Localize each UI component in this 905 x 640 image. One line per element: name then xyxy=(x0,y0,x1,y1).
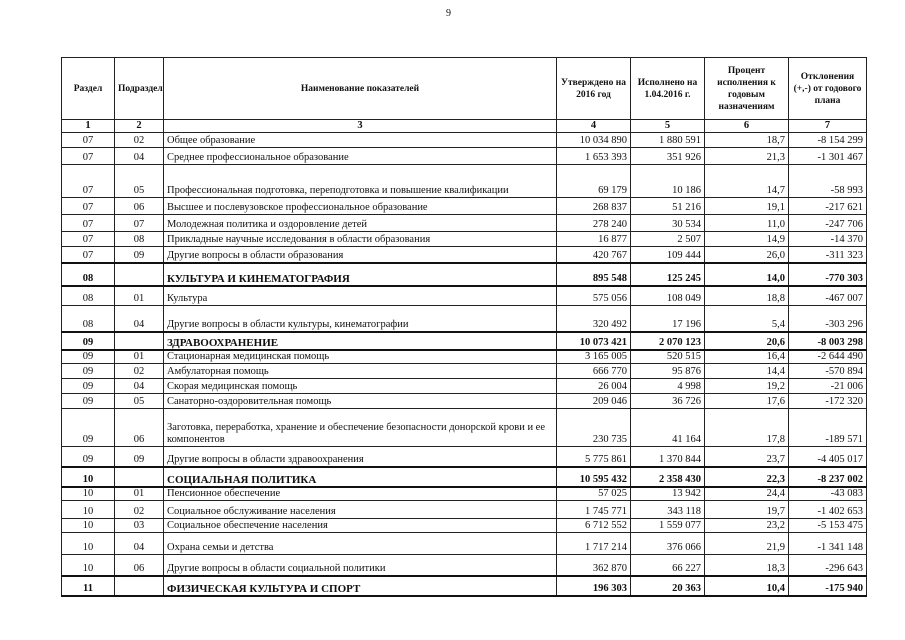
column-number: 3 xyxy=(164,120,557,133)
row-deviation: -311 323 xyxy=(789,247,867,263)
row-section: 09 xyxy=(62,364,115,379)
header-deviation: Отклонения (+,-) от годового плана xyxy=(789,58,867,120)
row-executed: 2 507 xyxy=(631,232,705,247)
row-approved: 6 712 552 xyxy=(557,519,631,533)
row-approved: 1 717 214 xyxy=(557,533,631,555)
row-approved: 362 870 xyxy=(557,555,631,576)
row-deviation: -14 370 xyxy=(789,232,867,247)
row-section: 10 xyxy=(62,533,115,555)
row-name: Другие вопросы в области культуры, кинематографии xyxy=(164,306,557,332)
table-row xyxy=(62,247,867,263)
row-approved: 1 745 771 xyxy=(557,501,631,519)
row-approved: 3 165 005 xyxy=(557,350,631,364)
row-name: ФИЗИЧЕСКАЯ КУЛЬТУРА И СПОРТ xyxy=(164,576,557,596)
row-deviation: -4 405 017 xyxy=(789,447,867,467)
row-subsection: 01 xyxy=(115,487,164,501)
table-row xyxy=(62,409,867,447)
row-name: Пенсионное обеспечение xyxy=(164,487,557,501)
row-name: Общее образование xyxy=(164,133,557,148)
table-row xyxy=(62,364,867,379)
row-subsection: 04 xyxy=(115,306,164,332)
table-row xyxy=(62,148,867,165)
row-approved: 666 770 xyxy=(557,364,631,379)
row-executed: 376 066 xyxy=(631,533,705,555)
row-approved: 1 653 393 xyxy=(557,148,631,165)
row-name: Скорая медицинская помощь xyxy=(164,379,557,394)
row-approved: 57 025 xyxy=(557,487,631,501)
row-deviation: -189 571 xyxy=(789,409,867,447)
row-subsection: 01 xyxy=(115,350,164,364)
row-executed: 125 245 xyxy=(631,263,705,286)
row-name: Высшее и послевузовское профессиональное образование xyxy=(164,198,557,215)
row-deviation: -303 296 xyxy=(789,306,867,332)
table-row xyxy=(62,232,867,247)
row-deviation: -217 621 xyxy=(789,198,867,215)
row-percent: 14,9 xyxy=(705,232,789,247)
column-number: 1 xyxy=(62,120,115,133)
row-name: Молодежная политика и оздоровление детей xyxy=(164,215,557,232)
row-approved: 278 240 xyxy=(557,215,631,232)
column-number: 5 xyxy=(631,120,705,133)
row-percent: 23,7 xyxy=(705,447,789,467)
row-subsection xyxy=(115,332,164,350)
row-subsection: 02 xyxy=(115,364,164,379)
row-percent: 19,7 xyxy=(705,501,789,519)
row-subsection: 09 xyxy=(115,447,164,467)
row-percent: 11,0 xyxy=(705,215,789,232)
row-section: 09 xyxy=(62,409,115,447)
header-section: Раздел xyxy=(62,58,115,120)
header-subsection: Подраздел xyxy=(115,58,164,120)
row-subsection: 06 xyxy=(115,198,164,215)
row-section: 10 xyxy=(62,487,115,501)
row-approved: 5 775 861 xyxy=(557,447,631,467)
header-name: Наименование показателей xyxy=(164,58,557,120)
row-percent: 19,1 xyxy=(705,198,789,215)
row-name: Среднее профессиональное образование xyxy=(164,148,557,165)
page-number: 9 xyxy=(446,8,451,19)
row-name: Социальное обеспечение населения xyxy=(164,519,557,533)
row-subsection: 04 xyxy=(115,379,164,394)
row-approved: 895 548 xyxy=(557,263,631,286)
row-percent: 14,7 xyxy=(705,165,789,198)
row-deviation: -175 940 xyxy=(789,576,867,596)
row-section: 10 xyxy=(62,467,115,487)
row-percent: 18,7 xyxy=(705,133,789,148)
table-row xyxy=(62,133,867,148)
row-section: 09 xyxy=(62,332,115,350)
row-name: ЗДРАВООХРАНЕНИЕ xyxy=(164,332,557,350)
row-subsection: 06 xyxy=(115,409,164,447)
row-subsection: 04 xyxy=(115,148,164,165)
row-approved: 320 492 xyxy=(557,306,631,332)
row-executed: 17 196 xyxy=(631,306,705,332)
row-approved: 26 004 xyxy=(557,379,631,394)
row-deviation: -5 153 475 xyxy=(789,519,867,533)
row-section: 09 xyxy=(62,350,115,364)
row-percent: 26,0 xyxy=(705,247,789,263)
row-deviation: -296 643 xyxy=(789,555,867,576)
row-deviation: -1 402 653 xyxy=(789,501,867,519)
row-section: 10 xyxy=(62,501,115,519)
table-row-section-total xyxy=(62,467,867,487)
row-subsection: 01 xyxy=(115,286,164,306)
row-deviation: -570 894 xyxy=(789,364,867,379)
row-executed: 51 216 xyxy=(631,198,705,215)
row-percent: 20,6 xyxy=(705,332,789,350)
row-approved: 16 877 xyxy=(557,232,631,247)
column-number: 7 xyxy=(789,120,867,133)
row-section: 08 xyxy=(62,263,115,286)
row-executed: 13 942 xyxy=(631,487,705,501)
row-executed: 343 118 xyxy=(631,501,705,519)
row-subsection xyxy=(115,467,164,487)
row-name: Социальное обслуживание населения xyxy=(164,501,557,519)
row-section: 08 xyxy=(62,306,115,332)
row-executed: 2 358 430 xyxy=(631,467,705,487)
header-row xyxy=(62,58,867,120)
row-approved: 196 303 xyxy=(557,576,631,596)
table-row xyxy=(62,519,867,533)
header-executed: Исполнено на 1.04.2016 г. xyxy=(631,58,705,120)
row-approved: 10 073 421 xyxy=(557,332,631,350)
table-row-section-total xyxy=(62,263,867,286)
row-approved: 10 595 432 xyxy=(557,467,631,487)
row-subsection: 06 xyxy=(115,555,164,576)
row-subsection: 04 xyxy=(115,533,164,555)
row-approved: 10 034 890 xyxy=(557,133,631,148)
row-name: Санаторно-оздоровительная помощь xyxy=(164,394,557,409)
row-name: Заготовка, переработка, хранение и обеспечение безопасности донорской крови и ее компонентов xyxy=(164,409,557,447)
row-percent: 23,2 xyxy=(705,519,789,533)
row-name: Охрана семьи и детства xyxy=(164,533,557,555)
row-percent: 24,4 xyxy=(705,487,789,501)
table-row xyxy=(62,487,867,501)
row-executed: 10 186 xyxy=(631,165,705,198)
row-section: 09 xyxy=(62,394,115,409)
row-section: 07 xyxy=(62,247,115,263)
row-deviation: -2 644 490 xyxy=(789,350,867,364)
row-executed: 109 444 xyxy=(631,247,705,263)
row-subsection: 07 xyxy=(115,215,164,232)
row-executed: 1 370 844 xyxy=(631,447,705,467)
row-approved: 575 056 xyxy=(557,286,631,306)
row-executed: 30 534 xyxy=(631,215,705,232)
row-approved: 230 735 xyxy=(557,409,631,447)
row-name: Амбулаторная помощь xyxy=(164,364,557,379)
table-row xyxy=(62,447,867,467)
row-executed: 351 926 xyxy=(631,148,705,165)
table-row xyxy=(62,350,867,364)
row-deviation: -247 706 xyxy=(789,215,867,232)
header-percent: Процент исполнения к годовым назначениям xyxy=(705,58,789,120)
row-deviation: -43 083 xyxy=(789,487,867,501)
row-percent: 16,4 xyxy=(705,350,789,364)
row-percent: 21,9 xyxy=(705,533,789,555)
row-subsection xyxy=(115,263,164,286)
row-subsection: 09 xyxy=(115,247,164,263)
table-row xyxy=(62,198,867,215)
row-name: СОЦИАЛЬНАЯ ПОЛИТИКА xyxy=(164,467,557,487)
table-row xyxy=(62,306,867,332)
row-subsection: 02 xyxy=(115,501,164,519)
row-percent: 18,3 xyxy=(705,555,789,576)
row-percent: 14,4 xyxy=(705,364,789,379)
row-executed: 2 070 123 xyxy=(631,332,705,350)
row-percent: 10,4 xyxy=(705,576,789,596)
row-section: 10 xyxy=(62,519,115,533)
row-executed: 41 164 xyxy=(631,409,705,447)
table-row xyxy=(62,533,867,555)
row-percent: 18,8 xyxy=(705,286,789,306)
table-row xyxy=(62,165,867,198)
row-subsection: 08 xyxy=(115,232,164,247)
row-approved: 69 179 xyxy=(557,165,631,198)
row-section: 07 xyxy=(62,133,115,148)
table-row xyxy=(62,215,867,232)
row-name: Культура xyxy=(164,286,557,306)
table-row xyxy=(62,501,867,519)
row-deviation: -467 007 xyxy=(789,286,867,306)
column-number: 6 xyxy=(705,120,789,133)
row-name: КУЛЬТУРА И КИНЕМАТОГРАФИЯ xyxy=(164,263,557,286)
row-deviation: -172 320 xyxy=(789,394,867,409)
row-subsection: 03 xyxy=(115,519,164,533)
row-subsection xyxy=(115,576,164,596)
column-number: 2 xyxy=(115,120,164,133)
row-percent: 5,4 xyxy=(705,306,789,332)
row-deviation: -8 003 298 xyxy=(789,332,867,350)
row-executed: 4 998 xyxy=(631,379,705,394)
row-deviation: -8 237 002 xyxy=(789,467,867,487)
row-percent: 22,3 xyxy=(705,467,789,487)
row-executed: 520 515 xyxy=(631,350,705,364)
row-executed: 95 876 xyxy=(631,364,705,379)
row-executed: 36 726 xyxy=(631,394,705,409)
row-subsection: 02 xyxy=(115,133,164,148)
row-percent: 17,6 xyxy=(705,394,789,409)
row-name: Прикладные научные исследования в области образования xyxy=(164,232,557,247)
row-name: Другие вопросы в области здравоохранения xyxy=(164,447,557,467)
row-percent: 21,3 xyxy=(705,148,789,165)
column-number: 4 xyxy=(557,120,631,133)
row-subsection: 05 xyxy=(115,394,164,409)
table-row xyxy=(62,394,867,409)
row-approved: 420 767 xyxy=(557,247,631,263)
header-approved: Утверждено на 2016 год xyxy=(557,58,631,120)
table-row xyxy=(62,286,867,306)
row-executed: 20 363 xyxy=(631,576,705,596)
row-section: 09 xyxy=(62,379,115,394)
row-executed: 1 559 077 xyxy=(631,519,705,533)
row-executed: 1 880 591 xyxy=(631,133,705,148)
budget-execution-table xyxy=(61,57,867,597)
row-name: Другие вопросы в области социальной политики xyxy=(164,555,557,576)
row-approved: 209 046 xyxy=(557,394,631,409)
row-percent: 19,2 xyxy=(705,379,789,394)
row-percent: 14,0 xyxy=(705,263,789,286)
row-deviation: -770 303 xyxy=(789,263,867,286)
row-deviation: -58 993 xyxy=(789,165,867,198)
row-executed: 66 227 xyxy=(631,555,705,576)
row-section: 07 xyxy=(62,198,115,215)
row-approved: 268 837 xyxy=(557,198,631,215)
row-section: 08 xyxy=(62,286,115,306)
row-executed: 108 049 xyxy=(631,286,705,306)
row-section: 10 xyxy=(62,555,115,576)
row-subsection: 05 xyxy=(115,165,164,198)
table-row-section-total xyxy=(62,332,867,350)
row-section: 07 xyxy=(62,165,115,198)
row-section: 07 xyxy=(62,148,115,165)
row-section: 07 xyxy=(62,232,115,247)
table-row xyxy=(62,555,867,576)
row-section: 07 xyxy=(62,215,115,232)
row-deviation: -1 341 148 xyxy=(789,533,867,555)
column-number-row xyxy=(62,120,867,133)
row-name: Профессиональная подготовка, переподготовка и повышение квалификации xyxy=(164,165,557,198)
row-name: Другие вопросы в области образования xyxy=(164,247,557,263)
row-deviation: -1 301 467 xyxy=(789,148,867,165)
table-row xyxy=(62,379,867,394)
row-percent: 17,8 xyxy=(705,409,789,447)
table-row-section-total xyxy=(62,576,867,596)
row-deviation: -21 006 xyxy=(789,379,867,394)
row-deviation: -8 154 299 xyxy=(789,133,867,148)
row-name: Стационарная медицинская помощь xyxy=(164,350,557,364)
row-section: 09 xyxy=(62,447,115,467)
row-section: 11 xyxy=(62,576,115,596)
